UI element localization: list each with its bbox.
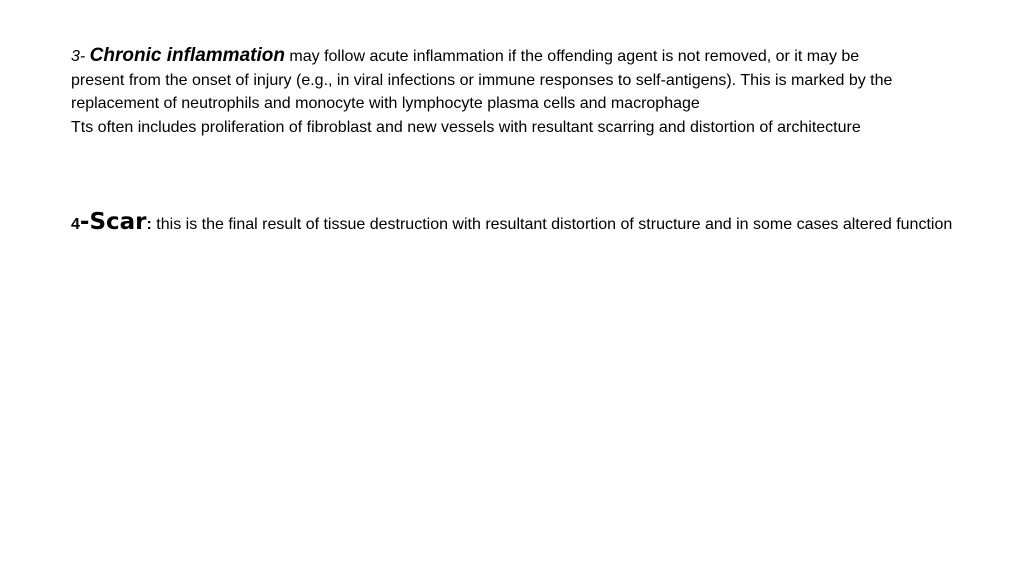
scar-heading: Scar bbox=[89, 209, 147, 235]
paragraph-line-3: replacement of neutrophils and monocyte with lymphocyte plasma cells and macrophage bbox=[71, 95, 700, 112]
paragraph-line-4: Tts often includes proliferation of fibroblast and new vessels with resultant scarring and distortion of architecture bbox=[71, 118, 861, 136]
scar-heading-colon: : bbox=[146, 216, 152, 233]
paragraph-line-2: present from the onset of injury (e.g., in viral infections or immune responses to self-antigens). This is marked by the bbox=[71, 71, 893, 89]
scar-heading-dash: - bbox=[79, 209, 90, 235]
scar-body-text: this is the final result of tissue destruction with resultant distortion of structure and in some cases altered function bbox=[151, 216, 953, 233]
scar-paragraph bbox=[71, 208, 1006, 239]
chronic-inflammation-paragraph bbox=[71, 44, 1006, 139]
paragraph-line-1 bbox=[71, 44, 1006, 69]
section-4-number: 4 bbox=[71, 216, 80, 233]
chronic-inflammation-heading: Chronic inflammation bbox=[89, 45, 285, 66]
section-3-number: 3- bbox=[71, 48, 90, 65]
paragraph-text-line-1: may follow acute inflammation if the offending agent is not removed, or it may be bbox=[284, 48, 860, 65]
